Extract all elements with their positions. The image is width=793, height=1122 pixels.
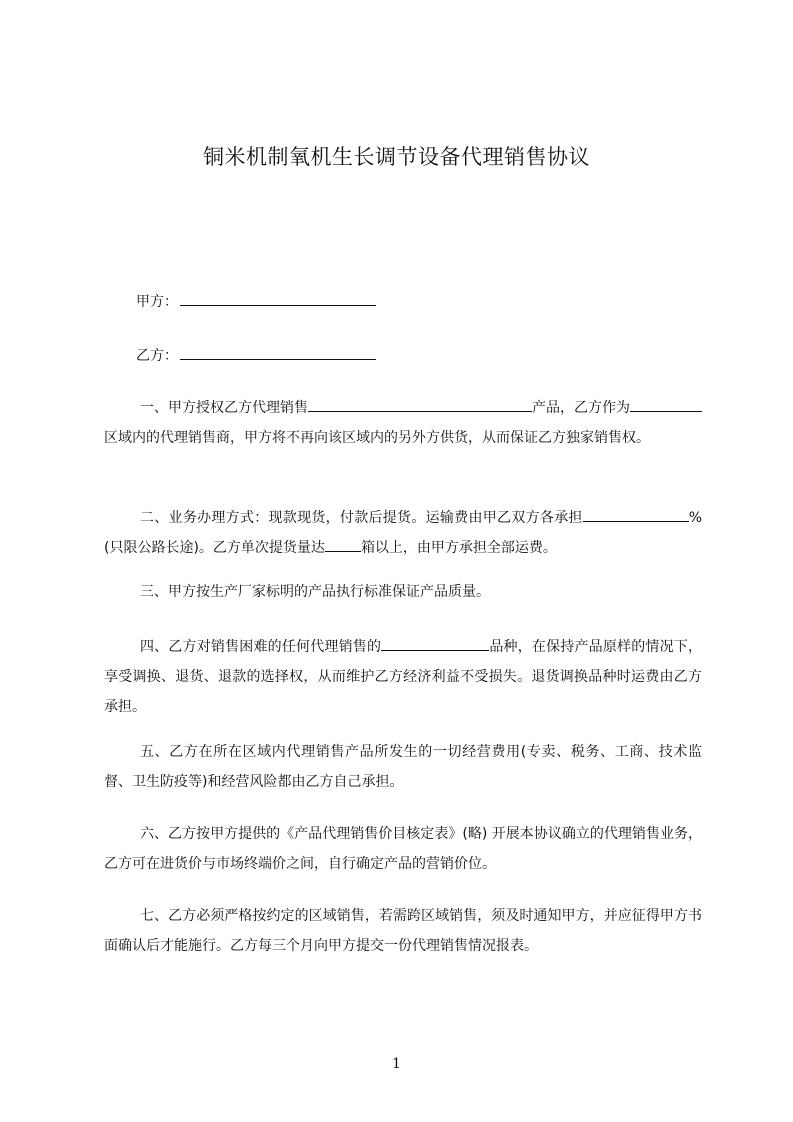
clause-1-text-a: 一、甲方授权乙方代理销售 (140, 400, 308, 416)
clause-6 (104, 819, 702, 879)
clause-2-share-blank-a[interactable] (583, 507, 647, 522)
clause-1-product-blank[interactable] (308, 397, 532, 412)
clause-3 (104, 577, 702, 607)
party-b-blank[interactable] (180, 345, 376, 360)
clause-2-text-b: %(只限公路长途)。乙方单次提货量达 (104, 510, 702, 556)
clause-1 (104, 393, 702, 453)
clause-2-text-a: 二、业务办理方式：现款现货，付款后提货。运输费由甲乙双方各承担 (140, 510, 583, 526)
clause-2-quantity-blank[interactable] (325, 537, 361, 552)
party-b-line (136, 345, 376, 365)
party-a-line (136, 291, 376, 311)
clause-1-region-blank-b[interactable] (660, 397, 702, 412)
clause-7-text: 七、乙方必须严格按约定的区域销售，若需跨区域销售，须及时通知甲方，并应征得甲方书面确认后才能施行。乙方每三个月向甲方提交一份代理销售情况报表。 (104, 908, 702, 954)
document-title: 铜米机制氧机生长调节设备代理销售协议 (203, 145, 590, 169)
clause-4-variety-blank[interactable] (381, 636, 489, 651)
clause-5 (104, 737, 702, 797)
clause-4 (104, 632, 702, 722)
clause-7 (104, 901, 702, 961)
clause-1-text-b: 产品，乙方作为 (532, 400, 630, 416)
page-number: 1 (392, 1056, 401, 1072)
clause-1-text-c: 区域内的代理销售商，甲方将不再向该区域内的另外方供货，从而保证乙方独家销售权。 (104, 430, 650, 446)
party-a-label: 甲方： (136, 294, 178, 310)
clause-2-share-blank-b[interactable] (647, 507, 689, 522)
clause-6-text: 六、乙方按甲方提供的《产品代理销售价目核定表》(略) 开展本协议确立的代理销售业务，乙方可在进货价与市场终端价之间，自行确定产品的营销价位。 (104, 826, 702, 872)
clause-3-text: 三、甲方按生产厂家标明的产品执行标准保证产品质量。 (140, 584, 490, 600)
clause-2-text-c: 箱以上，由甲方承担全部运费。 (360, 540, 557, 556)
party-b-label: 乙方： (136, 348, 178, 364)
clause-5-text: 五、乙方在所在区域内代理销售产品所发生的一切经营费用(专卖、税务、工商、技术监督、卫生防疫等)和经营风险都由乙方自己承担。 (104, 744, 702, 790)
party-a-blank[interactable] (180, 291, 376, 306)
clause-1-region-blank-a[interactable] (630, 397, 660, 412)
clause-4-text-a: 四、乙方对销售困难的任何代理销售的 (140, 639, 382, 655)
clause-4-text-b: 品种，在保持产品原样的情况下，享受调换、退货、退款的选择权，从而维护乙方经济利益不受损失。退货调换品种时运费由乙方承担。 (104, 639, 702, 715)
clause-2 (104, 503, 702, 563)
